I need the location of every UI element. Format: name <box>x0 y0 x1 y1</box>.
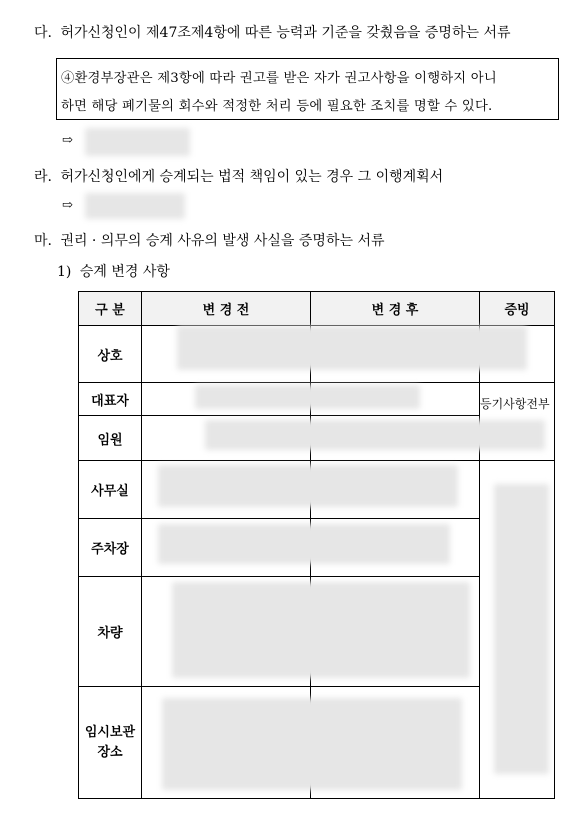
section-ra <box>34 166 443 186</box>
notice-box <box>56 58 559 120</box>
notice-line-1: ④환경부장관은 제3항에 따라 권고를 받은 자가 권고사항을 이행하지 아니 <box>61 71 497 86</box>
row-label-vehicle: 차량 <box>79 577 142 687</box>
redacted-block <box>494 484 549 774</box>
redacted-block <box>158 465 458 507</box>
section-ma-marker: 마. <box>34 233 52 249</box>
section-da-marker: 다. <box>34 25 52 41</box>
table-header-row <box>79 292 555 326</box>
header-evidence: 증빙 <box>480 292 555 326</box>
subsection <box>57 261 170 281</box>
notice-line-2: 하면 해당 폐기물의 회수와 적정한 처리 등에 필요한 조치를 명할 수 있다. <box>61 99 493 114</box>
arrow-icon: ⇨ <box>62 133 73 148</box>
redacted-block <box>158 524 450 564</box>
section-ra-marker: 라. <box>34 169 52 185</box>
arrow-icon: ⇨ <box>62 198 73 213</box>
header-before: 변 경 전 <box>142 292 311 326</box>
redacted-block <box>162 698 462 790</box>
row-label-representative: 대표자 <box>79 383 142 416</box>
redacted-block <box>195 385 420 409</box>
row-label-officers: 임원 <box>79 416 142 461</box>
row-label-parking: 주차장 <box>79 519 142 577</box>
subsection-marker: 1) <box>57 264 72 280</box>
row-label-company: 상호 <box>79 326 142 383</box>
redacted-block <box>177 326 527 370</box>
section-da-text: 허가신청인이 제47조제4항에 따른 능력과 기준을 갖췄음을 증명하는 서류 <box>60 25 511 41</box>
redacted-block <box>172 582 470 678</box>
section-da <box>34 22 511 42</box>
redacted-block <box>205 420 545 450</box>
section-ra-text: 허가신청인에게 승계되는 법적 책임이 있는 경우 그 이행계획서 <box>60 169 444 185</box>
row-label-temp-storage: 임시보관 장소 <box>79 687 142 799</box>
redacted-block <box>85 193 185 219</box>
row-label-office: 사무실 <box>79 461 142 519</box>
section-ma-text: 권리 · 의무의 승계 사유의 발생 사실을 증명하는 서류 <box>60 233 385 249</box>
header-after: 변 경 후 <box>311 292 480 326</box>
header-category: 구 분 <box>79 292 142 326</box>
subsection-text: 승계 변경 사항 <box>79 264 170 280</box>
cell-evidence-registry: 등기사항전부 <box>480 383 555 461</box>
section-ma <box>34 230 385 250</box>
redacted-block <box>85 128 190 156</box>
